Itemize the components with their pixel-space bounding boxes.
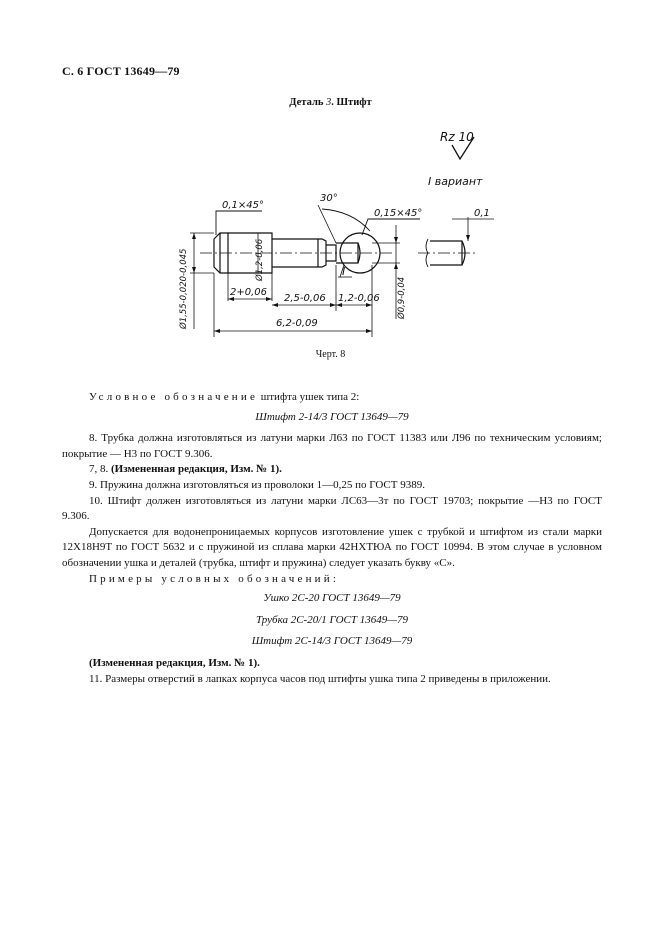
designation-line <box>62 390 602 406</box>
dimension-arrows <box>192 233 470 333</box>
head-diameter-label: Ø0,9-0,04 <box>397 276 407 319</box>
designation-label-rest: штифта ушек типа 2: <box>258 391 360 403</box>
detail-view <box>418 239 478 267</box>
detail-title-number: 3 <box>326 97 332 108</box>
total-length-label: 6,2-0,09 <box>276 318 318 329</box>
shaft-diameter-label: Ø1,2-0,06 <box>255 238 265 281</box>
length-2-label: 2+0,06 <box>230 287 268 298</box>
paragraph-10: 10. Штифт должен изготовляться из латуни марки ЛС63—3т по ГОСТ 19703; покрытие —Н3 по ГОСТ 9.306. <box>62 494 602 523</box>
paragraph-11: 11. Размеры отверстий в лапках корпуса часов под штифты ушка типа 2 приведены в приложении. <box>89 672 551 685</box>
roughness-label: Rz 10 <box>440 130 474 144</box>
figure-caption: Черт. 8 <box>315 349 346 360</box>
chamfer-left-label: 0,1×45° <box>222 200 265 211</box>
example-3: Штифт 2С-14/3 ГОСТ 13649—79 <box>251 635 413 648</box>
paragraph-9: 9. Пружина должна изготовляться из проволоки 1—0,25 по ГОСТ 9389. <box>89 478 425 491</box>
detail-title-name: . Штифт <box>331 97 372 108</box>
paragraph-8: 8. Трубка должна изготовляться из латуни марки Л63 по ГОСТ 11383 или Л96 по техническим условиям; покрытие — Н3 по ГОСТ 9.306. <box>62 432 602 460</box>
paragraph-7-8-revision: (Измененная редакция, Изм. № 1). <box>111 463 282 476</box>
outer-diameter-label: Ø1,55-0,020-0,045 <box>179 248 189 329</box>
gap-label: 0,1 <box>474 208 490 219</box>
detail-mark-label: I <box>342 265 346 278</box>
page-header: С. 6 ГОСТ 13649—79 <box>62 64 180 78</box>
revision-note: (Измененная редакция, Изм. № 1). <box>89 656 260 669</box>
detail-title-prefix: Деталь <box>289 97 327 108</box>
detail-title <box>0 97 661 108</box>
technical-drawing <box>0 115 661 345</box>
length-12-label: 1,2-0,06 <box>338 293 380 304</box>
example-2: Трубка 2С-20/1 ГОСТ 13649—79 <box>255 613 409 626</box>
angle-label: 30° <box>320 193 338 204</box>
designation-label: Условное обозначение <box>89 391 259 403</box>
chamfer-right-label: 0,15×45° <box>374 208 423 219</box>
pin-drawing-svg <box>0 115 661 345</box>
paragraph-7-8 <box>62 462 602 478</box>
paragraph-allowed: Допускается для водонепроницаемых корпусов изготовление ушек с трубкой и штифтом из стали марки 12Х18Н9Т по ГОСТ 5632 и с пружиной из сплава марки 42НХТЮА по ГОСТ 10994. В этом случае в условном обозначении ушка и деталей (трубка, штифт и пружина) следует указать букву «С». <box>62 525 602 569</box>
body-text <box>62 390 602 687</box>
designation-example: Штифт 2-14/3 ГОСТ 13649—79 <box>255 410 409 423</box>
length-25-label: 2,5-0,06 <box>284 293 326 304</box>
example-1: Ушко 2С-20 ГОСТ 13649—79 <box>263 592 401 605</box>
examples-label: Примеры условных обозначений: <box>89 572 340 585</box>
variant-label: I вариант <box>428 175 483 188</box>
paragraph-7-8-number: 7, 8. <box>89 463 111 476</box>
